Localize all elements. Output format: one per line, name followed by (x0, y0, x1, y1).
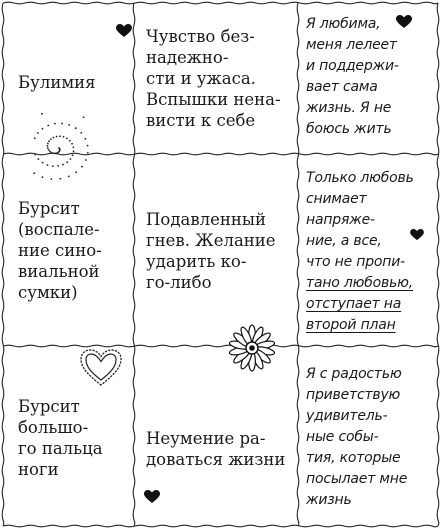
row2-affirmation (306, 168, 414, 336)
spiral-dot (42, 176, 44, 178)
spiral-dot (52, 165, 54, 167)
daisy-flower-icon (226, 322, 278, 374)
spiral-dot (73, 150, 75, 152)
row3-cause-line: Неумение ра- (146, 429, 266, 448)
row1-cause-line: сти и ужаса. (146, 69, 256, 88)
spiral-dot (72, 146, 74, 148)
row2-condition-line: (воспале- (18, 220, 100, 239)
spiral-dot (47, 147, 49, 149)
row3-affirmation-line: приветствую (306, 387, 401, 403)
spiral-dot (37, 132, 39, 134)
table-border-line (437, 3, 439, 526)
spiral-dot (62, 164, 64, 166)
spiral-dot (51, 152, 53, 154)
spiral-dot (49, 151, 51, 153)
spiral-dot (72, 154, 74, 156)
spiral-dot (56, 136, 58, 138)
row3-affirmation-line: удивитель- (306, 408, 388, 424)
table-border-line (133, 3, 135, 526)
row3-condition-line: го пальца (18, 439, 103, 458)
spiral-dot (42, 162, 44, 164)
row1-cause-line: висти к себе (146, 111, 256, 130)
row2-cause (146, 209, 276, 293)
row2-affirmation-line: отступает на (306, 296, 402, 312)
heart-icon (410, 229, 424, 241)
spiral-dot (70, 158, 72, 160)
row2-condition (18, 198, 102, 303)
spiral-dot (75, 171, 77, 173)
row3-affirmation-line: Я с радостью (306, 366, 402, 382)
spiral-swirl-icon (33, 112, 91, 184)
spiral-dot (34, 137, 36, 139)
row3-condition-line: Бурсит (18, 397, 80, 416)
row2-affirmation-line: второй план (306, 317, 396, 333)
row2-cause-line: гнев. Желание (146, 231, 276, 250)
spiral-dot (47, 143, 49, 145)
row2-affirmation-line: что не пропи- (306, 254, 405, 270)
spiral-dot (41, 113, 43, 115)
spiral-dot (53, 137, 55, 139)
row1-cause-line: Чувство без- (146, 27, 255, 46)
row1-cause-line: надежно- (146, 48, 229, 67)
dotted-heart-outline-icon (77, 347, 125, 389)
row2-affirmation-line: Только любовь (306, 170, 414, 186)
spiral-dot (50, 178, 52, 180)
spiral-dot (54, 123, 56, 125)
heart-icon (116, 24, 132, 38)
spiral-dot (68, 124, 70, 126)
heart-icon (144, 490, 160, 504)
row2-affirmation-line: тано любовью, (306, 275, 413, 291)
row1-condition-line: Булимия (18, 73, 96, 92)
row1-affirmation-line: вает сама (306, 79, 378, 95)
row1-affirmation-line: боюсь жить (306, 121, 392, 137)
spiral-dot (80, 132, 82, 134)
table-border-line (297, 3, 299, 526)
spiral-dot (42, 128, 44, 130)
row1-cause (146, 26, 281, 131)
spiral-dot (34, 154, 36, 156)
row1-affirmation-line: меня лелеет (306, 37, 397, 53)
spiral-dot (81, 166, 83, 168)
spiral-dot (47, 125, 49, 127)
spiral-dot (48, 140, 50, 142)
spiral-dot (55, 153, 57, 155)
spiral-dot (59, 178, 61, 180)
row2-cause-line: Подавленный (146, 210, 266, 229)
row1-affirmation (306, 14, 399, 140)
row1-affirmation-line: жизнь. Я не (306, 100, 392, 116)
spiral-dot (61, 123, 63, 125)
spiral-dot (56, 152, 58, 154)
table-border-line (3, 2, 438, 4)
spiral-dot (33, 172, 35, 174)
table-border-line (2, 3, 4, 526)
row3-affirmation-line: тия, которые (306, 450, 401, 466)
row3-condition-line: большо- (18, 418, 89, 437)
row2-affirmation-line: напряже- (306, 212, 375, 228)
row2-condition-line: Бурсит (18, 199, 80, 218)
spiral-dot (57, 165, 59, 167)
row2-cause-line: ударить ко- (146, 252, 247, 271)
spiral-dot (50, 138, 52, 140)
row3-affirmation (306, 364, 407, 511)
spiral-dot (47, 164, 49, 166)
row2-affirmation-line: ние, а все, (306, 233, 382, 249)
spiral-dot (53, 152, 55, 154)
spiral-dot (69, 140, 71, 142)
spiral-dot (83, 116, 85, 118)
spiral-dot (48, 149, 50, 151)
spiral-dot (37, 158, 39, 160)
row2-condition-line: ние сино- (18, 241, 102, 260)
spiral-dot (47, 145, 49, 147)
row2-condition-line: виальной (18, 262, 100, 281)
row1-cause-line: Вспышки нена- (146, 90, 281, 109)
row1-affirmation-line: и поддержи- (306, 58, 399, 74)
spiral-dot (85, 159, 87, 161)
table-border-line (3, 345, 438, 347)
spiral-dot (66, 161, 68, 163)
spiral-dot (66, 137, 68, 139)
spiral-dot (87, 145, 89, 147)
row3-affirmation-line: посылает мне (306, 471, 408, 487)
row2-condition-line: сумки) (18, 283, 78, 302)
row3-condition-line: ноги (18, 460, 59, 479)
row3-cause (146, 428, 285, 470)
row2-cause-line: го-либо (146, 273, 212, 292)
spiral-dot (63, 136, 65, 138)
spiral-dot (59, 135, 61, 137)
spiral-dot (71, 143, 73, 145)
row1-condition (18, 72, 96, 93)
row3-affirmation-line: ные собы- (306, 429, 379, 445)
row1-affirmation-line: Я любима, (306, 16, 381, 32)
spiral-dot (68, 176, 70, 178)
spiral-dot (84, 138, 86, 140)
row3-affirmation-line: жизнь (306, 492, 352, 508)
spiral-dot (75, 127, 77, 129)
row2-affirmation-line: снимает (306, 191, 367, 207)
row3-cause-line: доваться жизни (146, 450, 286, 469)
spiral-dot (87, 152, 89, 154)
table-border-line (3, 525, 438, 527)
heart-icon (396, 15, 412, 29)
row3-condition (18, 396, 103, 480)
